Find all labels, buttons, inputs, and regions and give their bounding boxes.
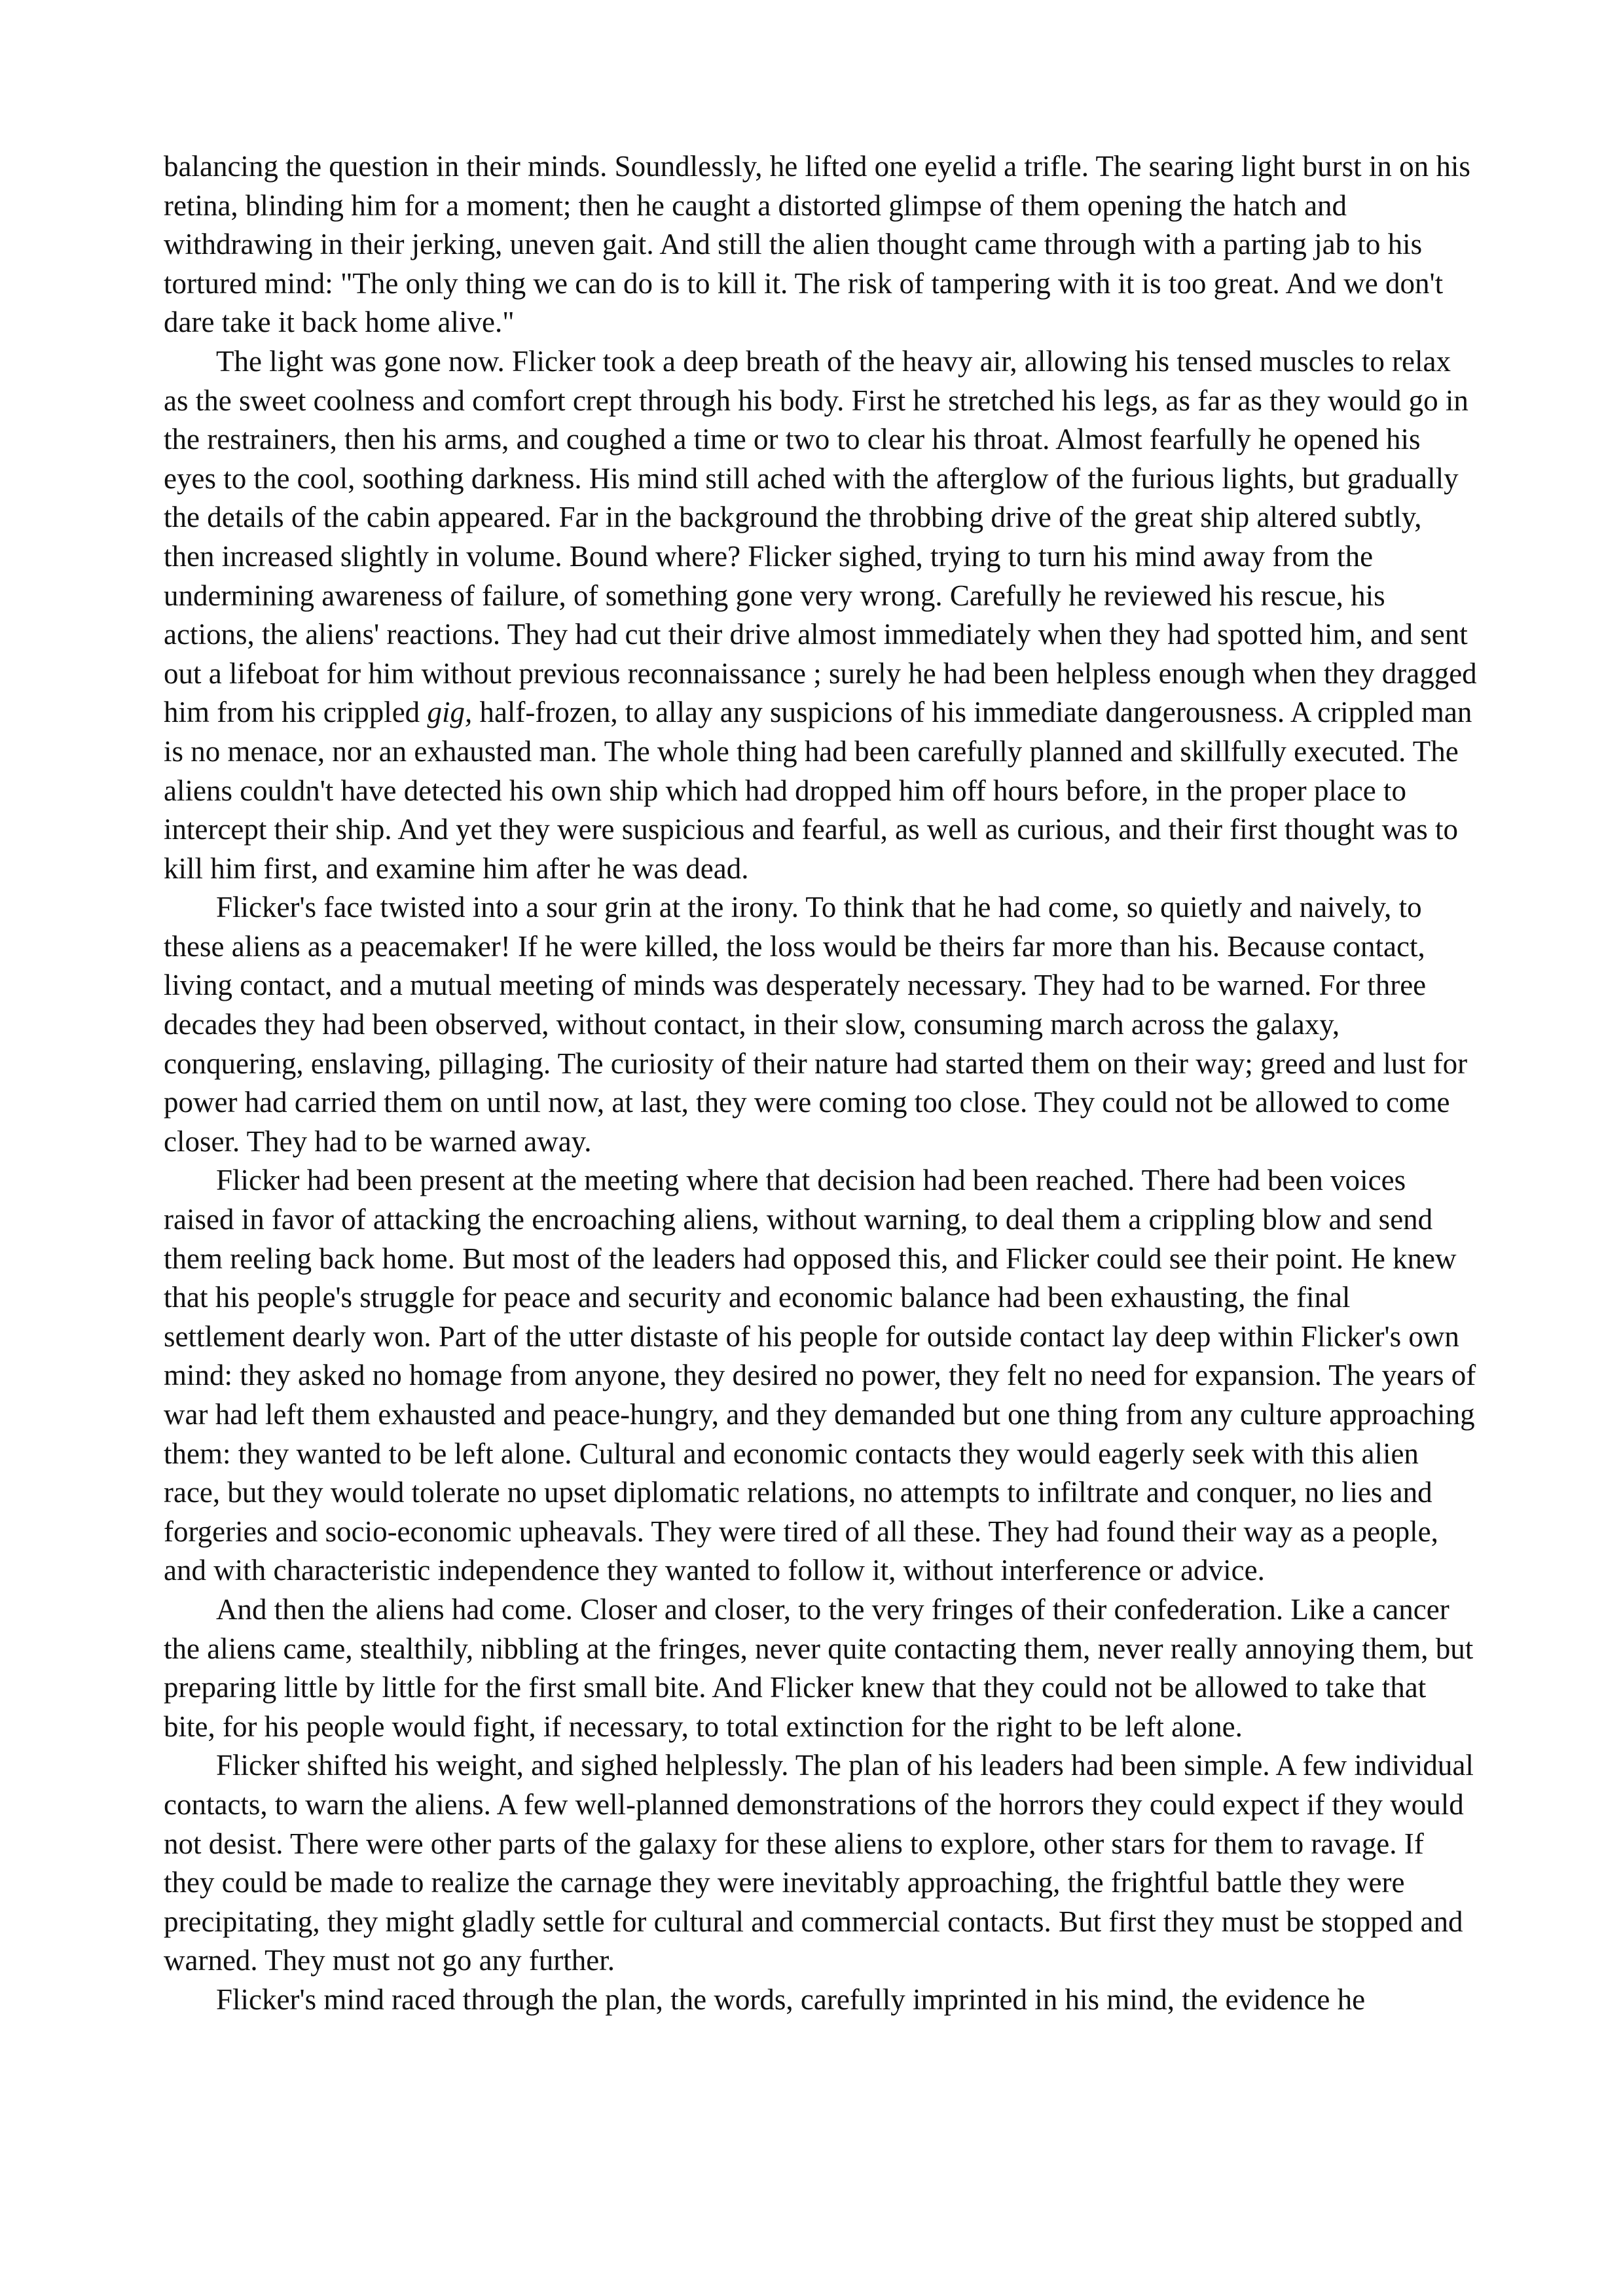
paragraph-6 — [164, 1746, 1478, 1981]
paragraph-2-italic-word: gig, — [427, 696, 473, 729]
document-page — [164, 147, 1478, 2020]
paragraph-2-text-b: half-frozen, to allay any suspicions of his immediate dangerousness. A crippled man is no menace, nor an exhausted man. The whole thing had been carefully planned and skillfully executed. The aliens couldn't have detected his own ship which had dropped him off hours before, in the proper place to intercept their ship. And yet they were suspicious and fearful, as well as curious, and their first thought was to kill him first, and examine him after he was dead. — [164, 696, 1472, 885]
paragraph-3 — [164, 888, 1478, 1161]
paragraph-5-text: And then the aliens had come. Closer and closer, to the very fringes of their confederation. Like a cancer the aliens came, stealthily, nibbling at the fringes, never quite contacting them, never really annoying them, but preparing little by little for the first small bite. And Flicker knew that they could not be allowed to take that bite, for his people would fight, if necessary, to total extinction for the right to be left alone. — [164, 1592, 1474, 1743]
paragraph-7 — [164, 1981, 1478, 2020]
paragraph-2-text-a: The light was gone now. Flicker took a deep breath of the heavy air, allowing his tensed muscles to relax as the sweet coolness and comfort crept through his body. First he stretched his legs, as far as they would go in the restrainers, then his arms, and coughed a time or two to clear his throat. Almost fearfully he opened his eyes to the cool, soothing darkness. His mind still ached with the afterglow of the furious lights, but gradually the details of the cabin appeared. Far in the background the throbbing drive of the great ship altered subtly, then increased slightly in volume. Bound where? Flicker sighed, trying to turn his mind away from the undermining awareness of failure, of something gone very wrong. Carefully he reviewed his rescue, his actions, the aliens' reactions. They had cut their drive almost immediately when they had spotted him, and sent out a lifeboat for him without previous reconnaissance ; surely he had been helpless enough when they dragged him from his crippled — [164, 344, 1477, 729]
paragraph-6-text: Flicker shifted his weight, and sighed helplessly. The plan of his leaders had been simple. A few individual contacts, to warn the aliens. A few well-planned demonstrations of the horrors they could expect if they would not desist. There were other parts of the galaxy for these aliens to explore, other stars for them to ravage. If they could be made to realize the carnage they were inevitably approaching, the frightful battle they were precipitating, they might gladly settle for cultural and commercial contacts. But first they must be stopped and warned. They must not go any further. — [164, 1749, 1474, 1977]
paragraph-4-text: Flicker had been present at the meeting where that decision had been reached. There had been voices raised in favor of attacking the encroaching aliens, without warning, to deal them a crippling blow and send them reeling back home. But most of the leaders had opposed this, and Flicker could see their point. He knew that his people's struggle for peace and security and economic balance had been exhausting, the final settlement dearly won. Part of the utter distaste of his people for outside contact lay deep within Flicker's own mind: they asked no homage from anyone, they desired no power, they felt no need for expansion. The years of war had left them exhausted and peace-hungry, and they demanded but one thing from any culture approaching them: they wanted to be left alone. Cultural and economic contacts they would eagerly seek with this alien race, but they would tolerate no upset diplomatic relations, no attempts to infiltrate and conquer, no lies and forgeries and socio-economic upheavals. They were tired of all these. They had found their way as a people, and with characteristic independence they wanted to follow it, without interference or advice. — [164, 1164, 1476, 1587]
paragraph-4 — [164, 1161, 1478, 1590]
paragraph-1 — [164, 147, 1478, 342]
paragraph-7-text: Flicker's mind raced through the plan, the words, carefully imprinted in his mind, the evidence he — [216, 1982, 1366, 2016]
paragraph-1-text: balancing the question in their minds. Soundlessly, he lifted one eyelid a trifle. The searing light burst in on his retina, blinding him for a moment; then he caught a distorted glimpse of them opening the hatch and withdrawing in their jerking, uneven gait. And still the alien thought came through with a parting jab to his tortured mind: "The only thing we can do is to kill it. The risk of tampering with it is too great. And we don't dare take it back home alive." — [164, 150, 1470, 339]
paragraph-3-text: Flicker's face twisted into a sour grin at the irony. To think that he had come, so quietly and naively, to these aliens as a peacemaker! If he were killed, the loss would be theirs far more than his. Because contact, living contact, and a mutual meeting of minds was desperately necessary. They had to be warned. For three decades they had been observed, without contact, in their slow, consuming march across the galaxy, conquering, enslaving, pillaging. The curiosity of their nature had started them on their way; greed and lust for power had carried them on until now, at last, they were coming too close. They could not be allowed to come closer. They had to be warned away. — [164, 891, 1468, 1158]
paragraph-2 — [164, 342, 1478, 888]
paragraph-5 — [164, 1590, 1478, 1746]
